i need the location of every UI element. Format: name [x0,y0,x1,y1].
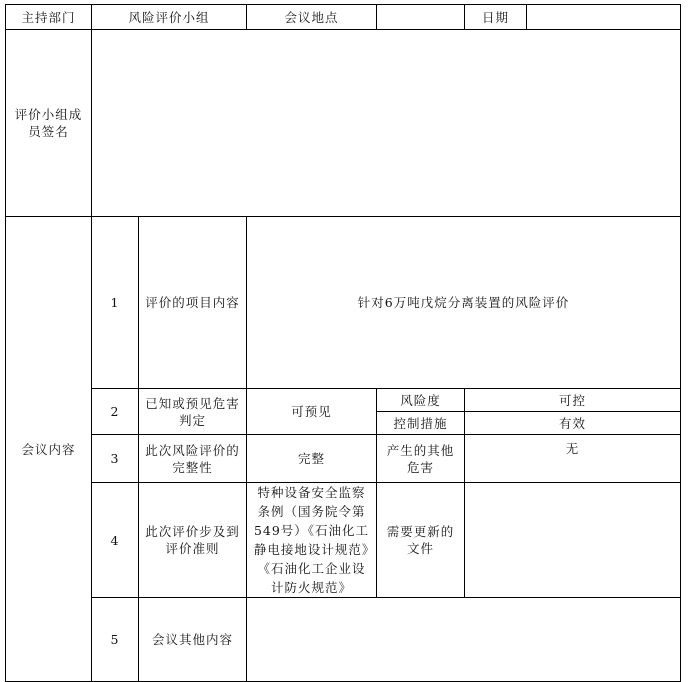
meeting-location-label: 会议地点 [247,5,377,30]
documents-to-update-value[interactable] [465,483,681,598]
control-measures-label: 控制措施 [377,412,465,435]
host-department-value[interactable]: 风险评价小组 [92,5,247,30]
risk-level-label: 风险度 [377,389,465,412]
completeness-value[interactable]: 完整 [247,435,377,483]
risk-assessment-meeting-form [5,4,681,682]
host-department-label: 主持部门 [6,5,92,30]
row-number: 4 [92,483,139,598]
date-label: 日期 [465,5,527,30]
criteria-label: 此次评价步及到评价准则 [139,483,247,598]
other-hazards-value[interactable]: 无 [465,435,681,483]
other-content-label: 会议其他内容 [139,598,247,682]
hazard-determination-value[interactable]: 可预见 [247,389,377,435]
row-number: 3 [92,435,139,483]
project-content-label: 评价的项目内容 [139,217,247,389]
date-value[interactable] [527,5,681,30]
project-content-value[interactable]: 针对6万吨戊烷分离装置的风险评价 [247,217,681,389]
meeting-location-value[interactable] [377,5,465,30]
criteria-value[interactable]: 特种设备安全监察条例（国务院令第549号）《石油化工静电接地设计规范》《石油化工企业设计防火规范》 [247,483,377,598]
row-number: 5 [92,598,139,682]
meeting-content-label: 会议内容 [6,217,92,682]
member-signatures-label: 评价小组成员签名 [6,30,92,217]
hazard-determination-label: 已知或预见危害判定 [139,389,247,435]
risk-level-value[interactable]: 可控 [465,389,681,412]
documents-to-update-label: 需要更新的文件 [377,483,465,598]
row-number: 1 [92,217,139,389]
other-hazards-label: 产生的其他危害 [377,435,465,483]
member-signatures-area[interactable] [92,30,681,217]
control-measures-value[interactable]: 有效 [465,412,681,435]
row-number: 2 [92,389,139,435]
completeness-label: 此次风险评价的完整性 [139,435,247,483]
